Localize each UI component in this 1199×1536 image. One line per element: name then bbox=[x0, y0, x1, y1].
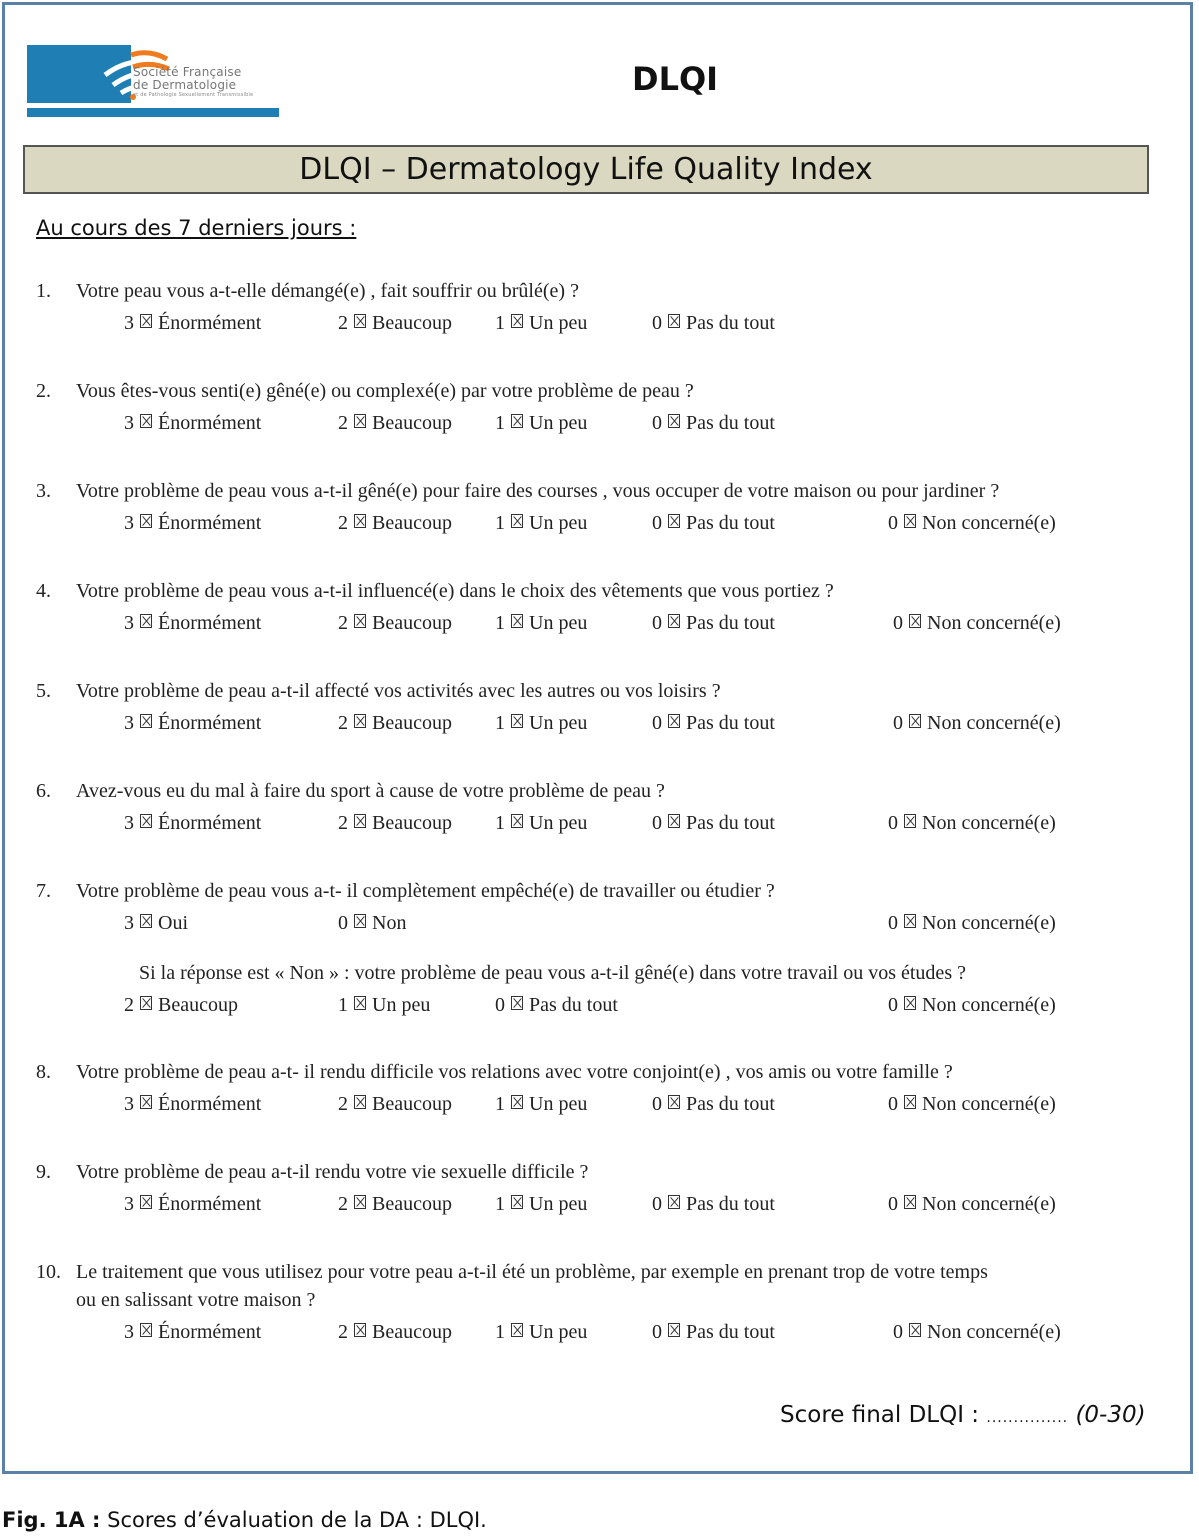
option-score: 0 bbox=[338, 912, 348, 934]
answer-option[interactable] bbox=[652, 312, 775, 335]
option-label: Beaucoup bbox=[372, 1321, 452, 1343]
checkbox-icon[interactable] bbox=[668, 414, 680, 428]
followup-question-text: Si la réponse est « Non » : votre problème de peau vous a-t-il gêné(e) dans votre travail ou vos études ? bbox=[139, 962, 966, 984]
answer-option[interactable] bbox=[338, 1193, 452, 1216]
option-score: 3 bbox=[124, 1193, 134, 1215]
answer-option[interactable] bbox=[124, 1093, 261, 1116]
answer-option[interactable] bbox=[495, 512, 587, 535]
answer-option[interactable] bbox=[338, 312, 452, 335]
option-label: Non concerné(e) bbox=[922, 1093, 1056, 1115]
answer-option[interactable] bbox=[495, 312, 587, 335]
checkbox-icon[interactable] bbox=[140, 714, 152, 728]
question-text: Le traitement que vous utilisez pour votre peau a-t-il été un problème, par exemple en prenant trop de votre temps bbox=[76, 1261, 988, 1283]
answer-option[interactable] bbox=[495, 812, 587, 835]
option-score: 0 bbox=[888, 512, 898, 534]
checkbox-icon[interactable] bbox=[140, 1095, 152, 1109]
period-label: Au cours des 7 derniers jours : bbox=[36, 216, 357, 240]
option-label: Non bbox=[372, 912, 407, 934]
answer-option[interactable] bbox=[124, 712, 261, 735]
option-label: Un peu bbox=[529, 312, 588, 334]
checkbox-icon[interactable] bbox=[354, 514, 366, 528]
checkbox-icon[interactable] bbox=[909, 614, 921, 628]
option-label: Beaucoup bbox=[372, 312, 452, 334]
option-label: Énormément bbox=[158, 1093, 262, 1115]
question-text: Votre problème de peau a-t-il affecté vos activités avec les autres ou vos loisirs ? bbox=[76, 680, 721, 702]
option-label: Oui bbox=[158, 912, 188, 934]
checkbox-icon[interactable] bbox=[354, 1323, 366, 1337]
question-number: 4. bbox=[36, 580, 51, 602]
answer-option[interactable] bbox=[888, 1193, 1056, 1216]
checkbox-icon[interactable] bbox=[354, 914, 366, 928]
option-score: 0 bbox=[652, 612, 662, 634]
checkbox-icon[interactable] bbox=[354, 714, 366, 728]
option-score: 0 bbox=[652, 412, 662, 434]
checkbox-icon[interactable] bbox=[668, 314, 680, 328]
option-score: 0 bbox=[652, 1321, 662, 1343]
option-score: 0 bbox=[888, 912, 898, 934]
option-label: Un peu bbox=[529, 712, 588, 734]
question-number: 6. bbox=[36, 780, 51, 802]
checkbox-icon[interactable] bbox=[140, 314, 152, 328]
score-label: Score final DLQI : bbox=[780, 1402, 980, 1428]
answer-option[interactable] bbox=[652, 412, 775, 435]
question-number: 2. bbox=[36, 380, 51, 402]
option-label: Beaucoup bbox=[372, 1193, 452, 1215]
checkbox-icon[interactable] bbox=[354, 614, 366, 628]
checkbox-icon[interactable] bbox=[511, 614, 523, 628]
checkbox-icon[interactable] bbox=[140, 1323, 152, 1337]
option-label: Non concerné(e) bbox=[927, 712, 1061, 734]
answer-option[interactable] bbox=[893, 612, 1061, 635]
option-label: Non concerné(e) bbox=[922, 512, 1056, 534]
option-label: Non concerné(e) bbox=[927, 1321, 1061, 1343]
option-score: 1 bbox=[495, 312, 505, 334]
option-label: Énormément bbox=[158, 612, 262, 634]
option-score: 3 bbox=[124, 412, 134, 434]
option-label: Énormément bbox=[158, 812, 262, 834]
caption-text: Scores d’évaluation de la DA : DLQI. bbox=[100, 1508, 487, 1532]
question-number: 3. bbox=[36, 480, 51, 502]
option-label: Pas du tout bbox=[686, 812, 775, 834]
final-score bbox=[780, 1402, 1146, 1428]
option-score: 3 bbox=[124, 312, 134, 334]
answer-option[interactable] bbox=[338, 912, 406, 935]
option-score: 2 bbox=[124, 994, 134, 1016]
option-score: 2 bbox=[338, 1093, 348, 1115]
option-label: Pas du tout bbox=[686, 1321, 775, 1343]
option-label: Pas du tout bbox=[686, 512, 775, 534]
answer-option[interactable] bbox=[124, 1321, 261, 1344]
answer-option[interactable] bbox=[495, 612, 587, 635]
question-text: Votre problème de peau a-t-il rendu votre vie sexuelle difficile ? bbox=[76, 1161, 589, 1183]
checkbox-icon[interactable] bbox=[904, 814, 916, 828]
answer-option[interactable] bbox=[338, 512, 452, 535]
option-label: Énormément bbox=[158, 512, 262, 534]
checkbox-icon[interactable] bbox=[904, 1095, 916, 1109]
option-label: Non concerné(e) bbox=[922, 1193, 1056, 1215]
answer-option[interactable] bbox=[888, 994, 1056, 1017]
option-label: Pas du tout bbox=[529, 994, 618, 1016]
option-label: Non concerné(e) bbox=[922, 812, 1056, 834]
option-label: Pas du tout bbox=[686, 712, 775, 734]
answer-option[interactable] bbox=[652, 1193, 775, 1216]
question-text-continued: ou en salissant votre maison ? bbox=[76, 1289, 316, 1311]
checkbox-icon[interactable] bbox=[668, 614, 680, 628]
option-score: 0 bbox=[652, 312, 662, 334]
question-text: Votre problème de peau a-t- il rendu difficile vos relations avec votre conjoint(e) , vos amis ou votre famille ? bbox=[76, 1061, 953, 1083]
option-label: Pas du tout bbox=[686, 412, 775, 434]
option-score: 0 bbox=[888, 1093, 898, 1115]
option-label: Beaucoup bbox=[158, 994, 238, 1016]
option-label: Énormément bbox=[158, 412, 262, 434]
checkbox-icon[interactable] bbox=[904, 996, 916, 1010]
option-label: Beaucoup bbox=[372, 812, 452, 834]
option-label: Un peu bbox=[529, 812, 588, 834]
question-text: Votre problème de peau vous a-t- il complètement empêché(e) de travailler ou étudier ? bbox=[76, 880, 775, 902]
answer-option[interactable] bbox=[652, 1093, 775, 1116]
option-score: 1 bbox=[338, 994, 348, 1016]
option-label: Pas du tout bbox=[686, 612, 775, 634]
answer-option[interactable] bbox=[652, 612, 775, 635]
option-score: 0 bbox=[893, 612, 903, 634]
checkbox-icon[interactable] bbox=[904, 1195, 916, 1209]
option-label: Non concerné(e) bbox=[922, 994, 1056, 1016]
score-range: (0-30) bbox=[1075, 1402, 1146, 1428]
checkbox-icon[interactable] bbox=[140, 614, 152, 628]
option-label: Non concerné(e) bbox=[922, 912, 1056, 934]
answer-option[interactable] bbox=[124, 812, 261, 835]
checkbox-icon[interactable] bbox=[668, 514, 680, 528]
option-label: Non concerné(e) bbox=[927, 612, 1061, 634]
checkbox-icon[interactable] bbox=[354, 814, 366, 828]
logo-line-3: et de Pathologie Sexuellement Transmissible bbox=[133, 92, 254, 98]
question-number: 7. bbox=[36, 880, 51, 902]
checkbox-icon[interactable] bbox=[354, 314, 366, 328]
option-label: Un peu bbox=[529, 412, 588, 434]
checkbox-icon[interactable] bbox=[909, 714, 921, 728]
answer-option[interactable] bbox=[888, 912, 1056, 935]
option-score: 1 bbox=[495, 812, 505, 834]
checkbox-icon[interactable] bbox=[140, 996, 152, 1010]
question-number: 8. bbox=[36, 1061, 51, 1083]
option-score: 3 bbox=[124, 812, 134, 834]
option-score: 0 bbox=[495, 994, 505, 1016]
option-score: 0 bbox=[652, 1093, 662, 1115]
option-label: Pas du tout bbox=[686, 312, 775, 334]
option-score: 0 bbox=[652, 512, 662, 534]
answer-option[interactable] bbox=[338, 612, 452, 635]
checkbox-icon[interactable] bbox=[354, 1095, 366, 1109]
answer-option[interactable] bbox=[124, 512, 261, 535]
checkbox-icon[interactable] bbox=[511, 414, 523, 428]
option-score: 3 bbox=[124, 1321, 134, 1343]
option-score: 0 bbox=[652, 712, 662, 734]
option-score: 2 bbox=[338, 1321, 348, 1343]
checkbox-icon[interactable] bbox=[668, 814, 680, 828]
logo-line-1: Société Française bbox=[133, 65, 242, 79]
checkbox-icon[interactable] bbox=[140, 1195, 152, 1209]
answer-option[interactable] bbox=[338, 412, 452, 435]
option-label: Énormément bbox=[158, 1321, 262, 1343]
option-score: 2 bbox=[338, 712, 348, 734]
option-score: 3 bbox=[124, 712, 134, 734]
option-label: Un peu bbox=[529, 512, 588, 534]
answer-option[interactable] bbox=[124, 994, 238, 1017]
option-score: 3 bbox=[124, 612, 134, 634]
answer-option[interactable] bbox=[652, 1321, 775, 1344]
answer-option[interactable] bbox=[652, 512, 775, 535]
option-label: Beaucoup bbox=[372, 1093, 452, 1115]
option-score: 1 bbox=[495, 1321, 505, 1343]
checkbox-icon[interactable] bbox=[511, 314, 523, 328]
option-label: Beaucoup bbox=[372, 412, 452, 434]
option-label: Beaucoup bbox=[372, 512, 452, 534]
option-score: 2 bbox=[338, 1193, 348, 1215]
answer-option[interactable] bbox=[495, 1193, 587, 1216]
checkbox-icon[interactable] bbox=[668, 1195, 680, 1209]
checkbox-icon[interactable] bbox=[668, 714, 680, 728]
option-label: Pas du tout bbox=[686, 1093, 775, 1115]
question-number: 5. bbox=[36, 680, 51, 702]
figure-caption bbox=[2, 1508, 487, 1532]
logo-text bbox=[133, 66, 253, 98]
checkbox-icon[interactable] bbox=[140, 914, 152, 928]
option-score: 3 bbox=[124, 1093, 134, 1115]
option-score: 0 bbox=[888, 812, 898, 834]
checkbox-icon[interactable] bbox=[511, 714, 523, 728]
checkbox-icon[interactable] bbox=[909, 1323, 921, 1337]
answer-option[interactable] bbox=[495, 1093, 587, 1116]
logo-bottom-bar bbox=[27, 108, 279, 117]
page-short-title: DLQI bbox=[632, 60, 719, 98]
answer-option[interactable] bbox=[338, 712, 452, 735]
answer-option[interactable] bbox=[893, 712, 1061, 735]
checkbox-icon[interactable] bbox=[511, 1095, 523, 1109]
sfd-logo bbox=[27, 45, 280, 119]
answer-option[interactable] bbox=[652, 712, 775, 735]
option-label: Pas du tout bbox=[686, 1193, 775, 1215]
option-label: Un peu bbox=[529, 612, 588, 634]
option-label: Un peu bbox=[529, 1093, 588, 1115]
checkbox-icon[interactable] bbox=[140, 414, 152, 428]
answer-option[interactable] bbox=[495, 412, 587, 435]
answer-option[interactable] bbox=[652, 812, 775, 835]
question-number: 10. bbox=[36, 1261, 61, 1283]
option-score: 1 bbox=[495, 1093, 505, 1115]
checkbox-icon[interactable] bbox=[511, 814, 523, 828]
question-text: Votre peau vous a-t-elle démangé(e) , fait souffrir ou brûlé(e) ? bbox=[76, 280, 579, 302]
page-title: DLQI – Dermatology Life Quality Index bbox=[23, 145, 1149, 194]
answer-option[interactable] bbox=[124, 912, 188, 935]
answer-option[interactable] bbox=[338, 812, 452, 835]
checkbox-icon[interactable] bbox=[511, 996, 523, 1010]
checkbox-icon[interactable] bbox=[354, 414, 366, 428]
checkbox-icon[interactable] bbox=[668, 1095, 680, 1109]
question-number: 1. bbox=[36, 280, 51, 302]
answer-option[interactable] bbox=[495, 712, 587, 735]
option-score: 2 bbox=[338, 812, 348, 834]
checkbox-icon[interactable] bbox=[511, 1195, 523, 1209]
option-label: Beaucoup bbox=[372, 612, 452, 634]
answer-option[interactable] bbox=[124, 312, 261, 335]
option-score: 2 bbox=[338, 412, 348, 434]
answer-option[interactable] bbox=[888, 512, 1056, 535]
checkbox-icon[interactable] bbox=[904, 514, 916, 528]
answer-option[interactable] bbox=[124, 612, 261, 635]
question-text: Vous êtes-vous senti(e) gêné(e) ou complexé(e) par votre problème de peau ? bbox=[76, 380, 694, 402]
option-score: 1 bbox=[495, 712, 505, 734]
checkbox-icon[interactable] bbox=[511, 514, 523, 528]
checkbox-icon[interactable] bbox=[904, 914, 916, 928]
answer-option[interactable] bbox=[495, 1321, 587, 1344]
option-label: Un peu bbox=[529, 1193, 588, 1215]
option-score: 0 bbox=[893, 1321, 903, 1343]
caption-label: Fig. 1A : bbox=[2, 1508, 101, 1532]
option-score: 1 bbox=[495, 412, 505, 434]
score-input[interactable]: ............... bbox=[986, 1410, 1069, 1426]
option-score: 1 bbox=[495, 512, 505, 534]
option-score: 3 bbox=[124, 512, 134, 534]
question-text: Votre problème de peau vous a-t-il influencé(e) dans le choix des vêtements que vous portiez ? bbox=[76, 580, 834, 602]
answer-option[interactable] bbox=[893, 1321, 1061, 1344]
option-score: 0 bbox=[652, 812, 662, 834]
answer-option[interactable] bbox=[124, 412, 261, 435]
answer-option[interactable] bbox=[495, 994, 618, 1017]
option-label: Énormément bbox=[158, 1193, 262, 1215]
checkbox-icon[interactable] bbox=[354, 1195, 366, 1209]
option-label: Énormément bbox=[158, 712, 262, 734]
option-score: 0 bbox=[652, 1193, 662, 1215]
option-score: 1 bbox=[495, 612, 505, 634]
option-score: 2 bbox=[338, 312, 348, 334]
logo-line-2: de Dermatologie bbox=[133, 78, 237, 92]
option-label: Un peu bbox=[372, 994, 431, 1016]
option-score: 1 bbox=[495, 1193, 505, 1215]
option-score: 2 bbox=[338, 612, 348, 634]
option-score: 0 bbox=[893, 712, 903, 734]
answer-option[interactable] bbox=[888, 1093, 1056, 1116]
answer-option[interactable] bbox=[888, 812, 1056, 835]
question-text: Votre problème de peau vous a-t-il gêné(e) pour faire des courses , vous occuper de votre maison ou pour jardiner ? bbox=[76, 480, 1000, 502]
answer-option[interactable] bbox=[124, 1193, 261, 1216]
option-score: 0 bbox=[888, 1193, 898, 1215]
option-score: 3 bbox=[124, 912, 134, 934]
checkbox-icon[interactable] bbox=[511, 1323, 523, 1337]
option-label: Un peu bbox=[529, 1321, 588, 1343]
checkbox-icon[interactable] bbox=[668, 1323, 680, 1337]
option-score: 0 bbox=[888, 994, 898, 1016]
option-label: Beaucoup bbox=[372, 712, 452, 734]
answer-option[interactable] bbox=[338, 1321, 452, 1344]
option-label: Énormément bbox=[158, 312, 262, 334]
answer-option[interactable] bbox=[338, 994, 430, 1017]
checkbox-icon[interactable] bbox=[140, 814, 152, 828]
option-score: 2 bbox=[338, 512, 348, 534]
checkbox-icon[interactable] bbox=[354, 996, 366, 1010]
answer-option[interactable] bbox=[338, 1093, 452, 1116]
question-number: 9. bbox=[36, 1161, 51, 1183]
question-text: Avez-vous eu du mal à faire du sport à cause de votre problème de peau ? bbox=[76, 780, 665, 802]
checkbox-icon[interactable] bbox=[140, 514, 152, 528]
